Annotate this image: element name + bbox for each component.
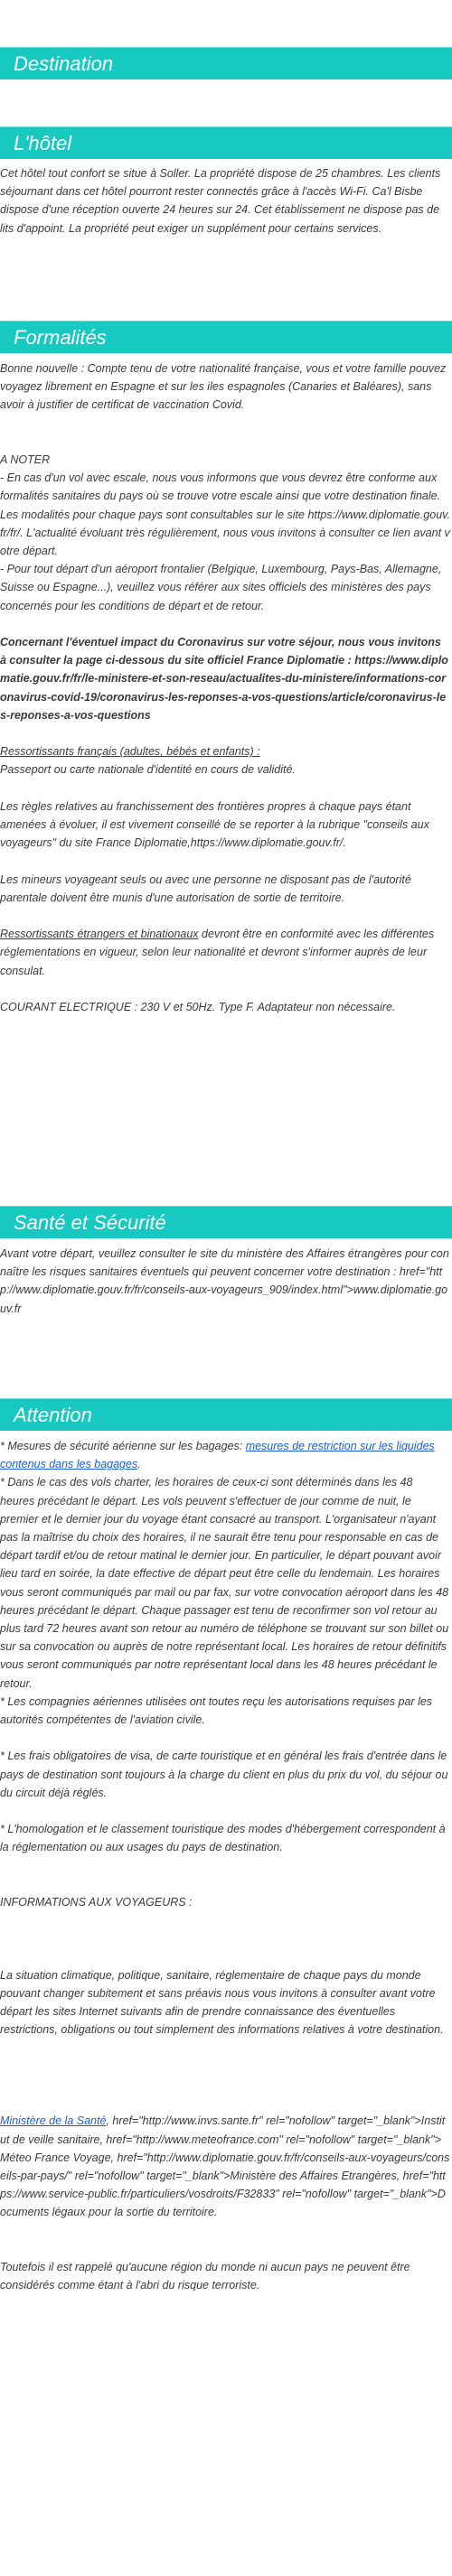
terrorisme-notice: Toutefois il est rappelé qu'aucune région du monde ni aucun pays ne peuvent être considérés comme étant à l'abri du risque terroriste. xyxy=(0,2260,410,2292)
section-header-destination: Destination xyxy=(0,47,452,79)
section-header-formalites: Formalités xyxy=(0,321,452,353)
liens-officiels xyxy=(0,2112,450,2221)
ressortissants-title: Ressortissants français (adultes, bébés et enfants) : xyxy=(0,745,260,759)
ministere-sante-link[interactable]: Ministère de la Santé xyxy=(0,2114,107,2128)
note-title: A NOTER xyxy=(0,453,51,466)
section-header-attention: Attention xyxy=(0,1398,452,1431)
section-header-hotel: L'hôtel xyxy=(0,126,452,159)
infos-voyageurs-title: INFORMATIONS AUX VOYAGEURS : xyxy=(0,1896,193,1909)
hotel-description: Cet hôtel tout confort se situe à Soller. La propriété dispose de 25 chambres. Les clients séjournant dans cet hôtel pourront rester connectés grâce à l'accès Wi-Fi. Ca'l Bisbe dispose d'une réception ouverte 24 heures sur 24. Cet établissement ne dispose pas de lits d'appoint. La propriété peut exiger un supplément pour certains services. xyxy=(0,167,441,235)
compagnies-notice: * Les compagnies aériennes utilisées ont toutes reçu les autorisations requises par les autorités compétentes de l'aviation civile. xyxy=(0,1694,433,1727)
bagages-prefix: * Mesures de sécurité aérienne sur les bagages: xyxy=(0,1440,246,1452)
etrangers-title: Ressortissants étrangers et binationaux xyxy=(0,928,199,941)
sante-section xyxy=(0,1245,450,1318)
section-header-sante: Santé et Sécurité xyxy=(0,1206,452,1238)
courant-electrique: COURANT ELECTRIQUE : 230 V et 50Hz. Type F. Adaptateur non nécessaire. xyxy=(0,1000,396,1013)
horaires-notice: * Dans le cas des vols charter, les horaires de ceux-ci sont déterminés dans les 48 heures précédant le départ. Les vols peuvent s'effectuer de jour comme de nuit, le premier et le dernier jour du voyage étant consacré au transport. L'organisateur n'ayant pas la maîtrise du choix des horaires, il ne saurait être tenu pour responsable en cas de départ tardif et/ou de retour matinal le dernier jour. En particulier, le départ pouvant avoir lieu tard en soirée, la date effective de départ peut être celle du lendemain. Les horaires vous seront communiqués par mail ou par fax, sur votre convocation aéroport dans les 48 heures précédant le départ. Chaque passager est tenu de reconfirmer son vol retour au plus tard 72 heures avant son retour au numéro de téléphone se trouvant sur son billet ou sur sa convocation ou auprès de notre représentant local. Les horaires de retour définitifs vous seront communiqués par notre représentant local dans les 48 heures précédant le retour. xyxy=(0,1476,449,1690)
note-escale: - En cas d'un vol avec escale, nous vous informons que vous devrez être conforme aux formalités sanitaires du pays où se trouve votre escale ainsi que votre destination finale. xyxy=(0,471,441,503)
bagages-suffix: . xyxy=(137,1458,141,1471)
covid-notice: Concernant l'éventuel impact du Coronavirus sur votre séjour, nous vous invitons à consulter la page ci-dessous du site officiel France Diplomatie : https://www.diplomatie.gouv.fr/fr/le-ministere-et-son-reseau/actualites-du-ministere/informations-coronavirus-covid-19/coronavirus-les-reponses-a-vos-questions/article/coronavirus-les-reponses-a-vos-questions xyxy=(0,636,448,722)
mineurs-notice: Les mineurs voyageant seuls ou avec une personne ne disposant pas de l'autorité parentale doivent être munis d'une autorisation de sortie de territoire. xyxy=(0,873,411,904)
liens-officiels-text: , href="http://www.invs.sante.fr" rel="nofollow" target="_blank">Institut de veille sanitaire, href="http://www.meteofrance.com" rel="nofollow" target="_blank">Méteo France Voyage, href="http://www.diplomatie.gouv.fr/fr/conseils-aux-voyageurs/conseils-par-pays/" rel="nofollow" target="_blank">Ministère des Affaires Etrangères, href="https://www.service-public.fr/particuliers/vosdroits/F32833" rel="nofollow" target="_blank">Documents légaux pour la sortie du territoire. xyxy=(0,2114,450,2219)
bagages-notice xyxy=(0,1437,450,1473)
bagages-restriction-link[interactable]: mesures de restriction sur les liquides contenus dans les bagages xyxy=(0,1440,435,1471)
homologation-notice: * L'homologation et le classement touristique des modes d'hébergement correspondent à la réglementation ou aux usages du pays de destination. xyxy=(0,1823,446,1854)
attention-section xyxy=(0,1437,450,2294)
etrangers-text: devront être en conformité avec les différentes réglementations en vigueur, selon leur nationalité et devront s'informer auprès de leur consulat. xyxy=(0,928,435,977)
hotel-section xyxy=(0,164,450,238)
note-modalites: Les modalités pour chaque pays sont consultables sur le site https://www.diplomatie.gouv.fr/fr/. L'actualité évoluant très régulièrement, nous vous invitons à consulter ce lien avant votre départ. xyxy=(0,508,450,557)
note-aeroport-frontalier: - Pour tout départ d'un aéroport frontalier (Belgique, Luxembourg, Pays-Bas, Allemagne, Suisse ou Espagne...), veuillez vous référer aux sites officiels des ministères des pays concernés pour les conditions de départ et de retour. xyxy=(0,563,442,612)
frais-notice: * Les frais obligatoires de visa, de carte touristique et en général les frais d'entrée dans le pays de destination sont toujours à la charge du client en plus du prix du vol, du séjour ou du circuit déjà réglés. xyxy=(0,1750,448,1799)
sante-text: Avant votre départ, veuillez consulter le site du ministère des Affaires étrangères pour connaître les risques sanitaires éventuels qui peuvent concerner votre destination : href="http://www.diplomatie.gouv.fr/fr/conseils-aux-voyageurs_909/index.html">www.diplomatie.gouv.fr xyxy=(0,1247,449,1315)
formalites-intro: Bonne nouvelle : Compte tenu de votre nationalité française, vous et votre famille pouvez voyagez librement en Espagne et sur les iles espagnoles (Canaries et Baléares), sans avoir à justifier de certificat de vaccination Covid. xyxy=(0,362,447,412)
formalites-section xyxy=(0,359,450,1016)
ressortissants-text: Passeport ou carte nationale d'identité en cours de validité. xyxy=(0,763,296,777)
etrangers-notice xyxy=(0,925,450,980)
regles-frontieres: Les règles relatives au franchissement des frontières propres à chaque pays étant amenées à évoluer, il est vivement conseillé de se reporter à la rubrique "conseils aux voyageurs" du site France Diplomatie,https://www.diplomatie.gouv.fr/. xyxy=(0,799,429,850)
situation-notice: La situation climatique, politique, sanitaire, réglementaire de chaque pays du monde pouvant changer subitement et sans préavis nous vous invitons à consulter avant votre départ les sites Internet suivants afin de prendre connaissance des éventuelles restrictions, obligations ou tout simplement des informations relatives à votre destination. xyxy=(0,1968,444,2037)
